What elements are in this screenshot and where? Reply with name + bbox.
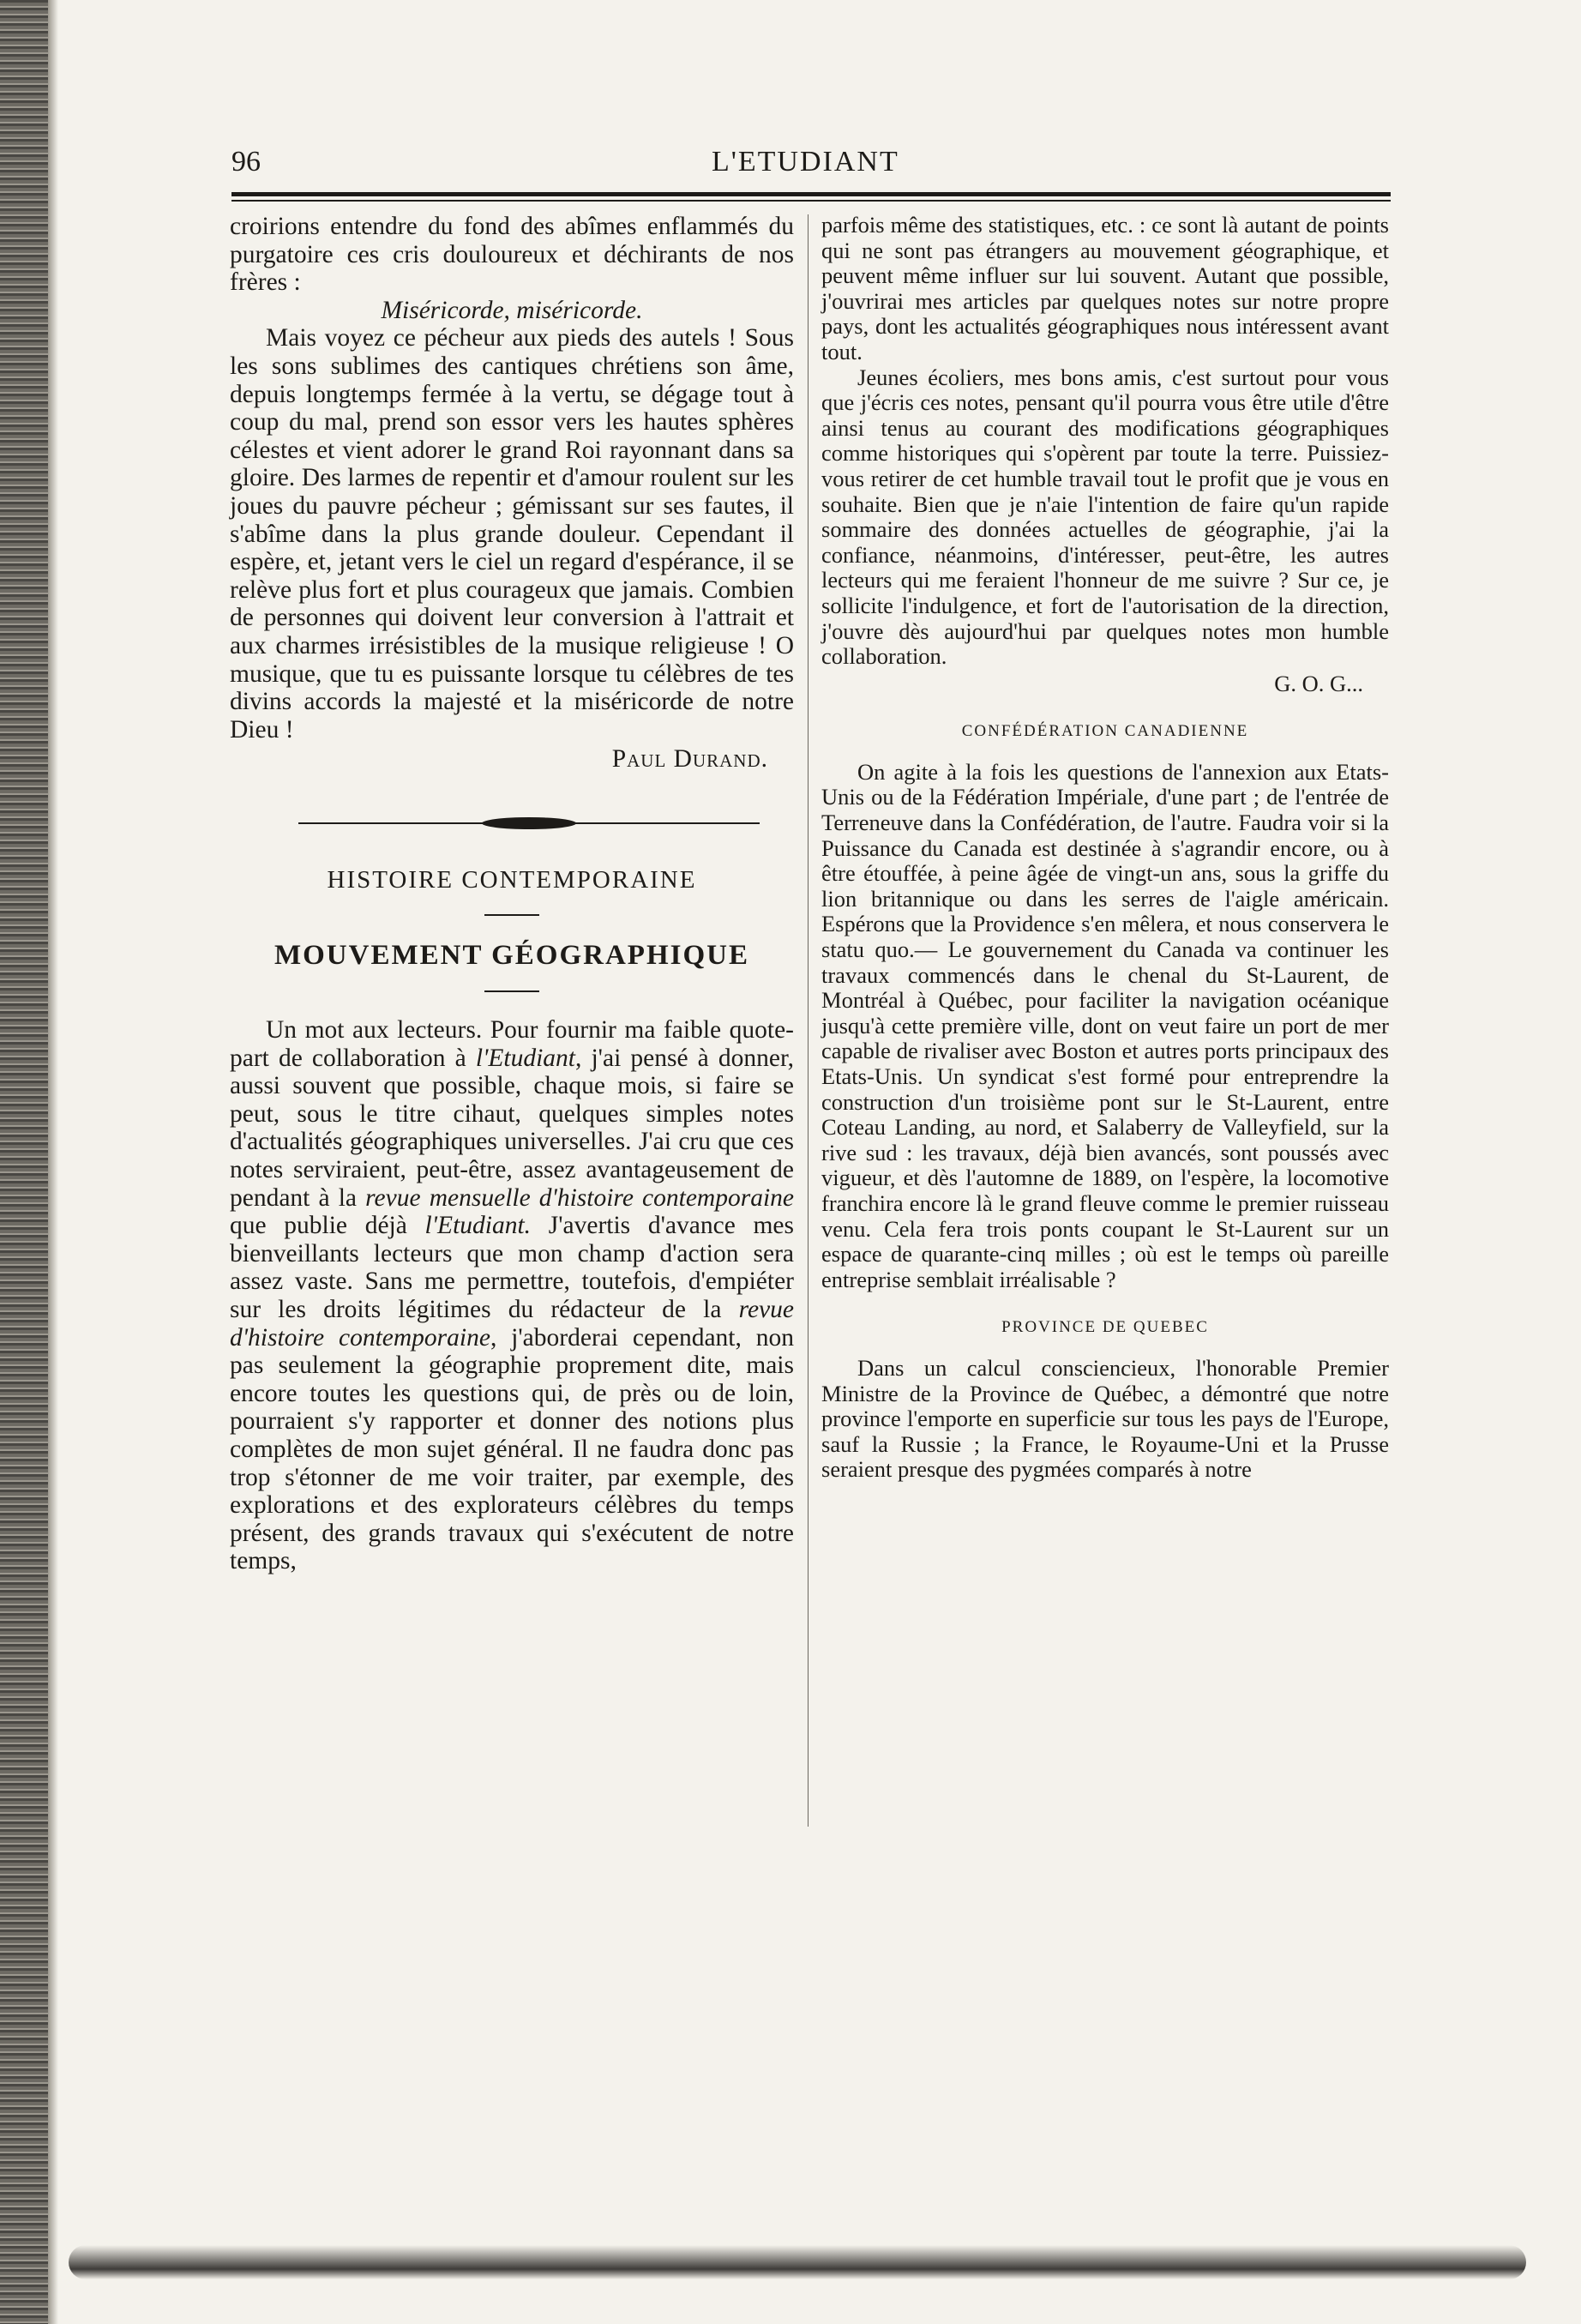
text-run: J'avertis d'avance mes bienveillants lecteurs que mon champ d'action sera assez vaste. Sans me permettre, toutefois, d'empiéter sur les droits légitimes du rédacteur de la: [230, 1212, 795, 1323]
italic-run: revue mensuelle d'histoire contemporaine: [365, 1183, 794, 1212]
subheading-confederation: CONFÉDÉRATION CANADIENNE: [961, 722, 1249, 741]
misericorde-line: Miséricorde, miséricorde.: [381, 296, 643, 324]
running-head: L'ETUDIANT: [712, 146, 899, 178]
page-header: [231, 146, 1389, 184]
header-rule-thin: [231, 200, 1391, 202]
section-heading: HISTOIRE CONTEMPORAINE: [327, 865, 697, 894]
signature-paul-durand: Paul Durand.: [611, 745, 768, 774]
ornament-center: [482, 817, 576, 829]
section-ornament-rule: [298, 813, 760, 834]
paragraph-purgatoire: croirions entendre du fond des abîmes enflammés du purgatoire ces cris douloureux et déchirants de nos frères :: [230, 213, 794, 297]
paragraph-statistiques: parfois même des statistiques, etc. : ce sont là autant de points qui ne sont pas étrangers au mouvement géographique, et peuvent même influer sur lui souvent. Autant que possible, j'ouvrirai mes articles par quelques notes sur notre propre pays, dont les actualités géographiques nous intéressent avant tout.: [821, 212, 1389, 364]
paragraph-mot-aux-lecteurs: [230, 1016, 794, 1575]
subheading-province: PROVINCE DE QUEBEC: [1001, 1318, 1209, 1337]
text-run: Un mot aux lecteurs. Pour fournir ma faible quote-part de collaboration à: [230, 1016, 794, 1072]
short-rule-1: [484, 914, 539, 916]
text-run: que publie déjà: [230, 1212, 425, 1240]
column-divider: [808, 214, 809, 1827]
left-column: [230, 213, 794, 1575]
text-run: , j'ai pensé à donner, aussi souvent que possible, chaque mois, si faire se peut, sous le titre cihaut, quelques simples notes d'actualités géographiques universelles. J'ai cru que ces notes serviraient, peut-être, assez avantageusement de pendant à la: [230, 1044, 794, 1212]
page-number: 96: [231, 146, 261, 178]
italic-run: l'Etudiant.: [424, 1212, 532, 1240]
book-binding-shadow: [0, 0, 48, 2324]
short-rule-2: [484, 990, 539, 992]
text-run: , j'aborderai cependant, non pas seulement la géographie proprement dite, mais encore toutes les questions qui, de près ou de loin, pourraient s'y rapporter et donner des notions plus complètes de mon sujet général. Il ne faudra donc pas trop s'étonner de me voir traiter, par exemple, des explorations et des explorateurs célèbres du temps présent, des grands travaux qui s'exécutent de notre temps,: [230, 1323, 794, 1575]
paragraph-jeunes-ecoliers: Jeunes écoliers, mes bons amis, c'est surtout pour vous que j'écris ces notes, pensant qu'il pourra vous être utile d'être ainsi tenus au courant des modifications géographiques comme historiques qui s'opèrent par toute la terre. Puissiez-vous retirer de cet humble travail tout le profit que je vous en souhaite. Bien que je n'aie l'intention de faire qu'un rapide sommaire des données actuelles de géographie, j'ai la confiance, néanmoins, d'intéresser, peut-être, les autres lecteurs qui me feraient l'honneur de me suivre ? Sur ce, je sollicite l'indulgence, et fort de l'autorisation de la direction, j'ouvre dès aujourd'hui par quelques notes mon humble collaboration.: [821, 364, 1389, 670]
header-rule-thick: [231, 192, 1391, 196]
binding-edge-shadow: [48, 0, 58, 2324]
italic-run: l'Etudiant: [475, 1044, 575, 1072]
paragraph-province: Dans un calcul consciencieux, l'honorable Premier Ministre de la Province de Québec, a démontré que notre province l'emporte en superficie sur tous les pays de l'Europe, sauf la Russie ; la France, le Royaume-Uni et la Prusse seraient presque des pygmées comparés à notre: [821, 1354, 1389, 1483]
italic-run: revue d'histoire contemporaine: [230, 1296, 794, 1352]
signature-gog: G. O. G...: [1274, 670, 1363, 696]
bottom-scan-smudge: [69, 2245, 1526, 2279]
paragraph-confederation: On agite à la fois les questions de l'annexion aux Etats-Unis ou de la Fédération Impériale, d'une part ; de l'entrée de Terreneuve dans la Confédération, de l'autre. Faudra voir si la Puissance du Canada est destinée à s'agrandir encore, ou à être étouffée, à peine âgée de vingt-un ans, sous la griffe du lion britannique ou dans les serres de l'aigle américain. Espérons que la Providence s'en mêlera, et nous conservera le statu quo.— Le gouvernement du Canada va continuer les travaux commencés dans le chenal du St-Laurent, de Montréal à Québec, pour faciliter la navigation océanique jusqu'à cette première ville, dont on veut faire un port de mer capable de rivaliser avec Boston et autres ports principaux des Etats-Unis. Un syndicat s'est formé pour entreprendre la construction d'un troisième pont sur le St-Laurent, entre Coteau Landing, au nord, et Salaberry de Valleyfield, sur la rive sud : les travaux, déjà bien avancés, sont poussés avec vigueur, et dès l'automne de 1889, on l'espère, la locomotive franchira encore là le grand fleuve comme le premier ruisseau venu. Cela fera trois ponts coupant le St-Laurent sur un espace de quarante-cinq milles ; où est le temps où pareille entreprise semblait irréalisable ?: [821, 758, 1389, 1292]
right-column: [821, 213, 1389, 1483]
article-title: MOUVEMENT GÉOGRAPHIQUE: [274, 940, 749, 972]
paragraph-pecheur: Mais voyez ce pécheur aux pieds des autels ! Sous les sons sublimes des cantiques chrétiens son âme, depuis longtemps fermée à la vertu, se dégage tout à coup du mal, prend son essor vers les hautes sphères célestes et vient adorer le grand Roi rayonnant dans sa gloire. Des larmes de repentir et d'amour roulent sur les joues du pauvre pécheur ; gémissant sur ses fautes, il s'abîme dans la plus grande douleur. Cependant il espère, et, jetant vers le ciel un regard d'espérance, il se relève plus fort et plus courageux que jamais. Combien de personnes qui doivent leur conversion à l'attrait et aux charmes irrésistibles de la musique religieuse ! O musique, que tu es puissante lorsque tu célèbres de tes divins accords la majesté et la miséricorde de notre Dieu !: [230, 324, 794, 744]
